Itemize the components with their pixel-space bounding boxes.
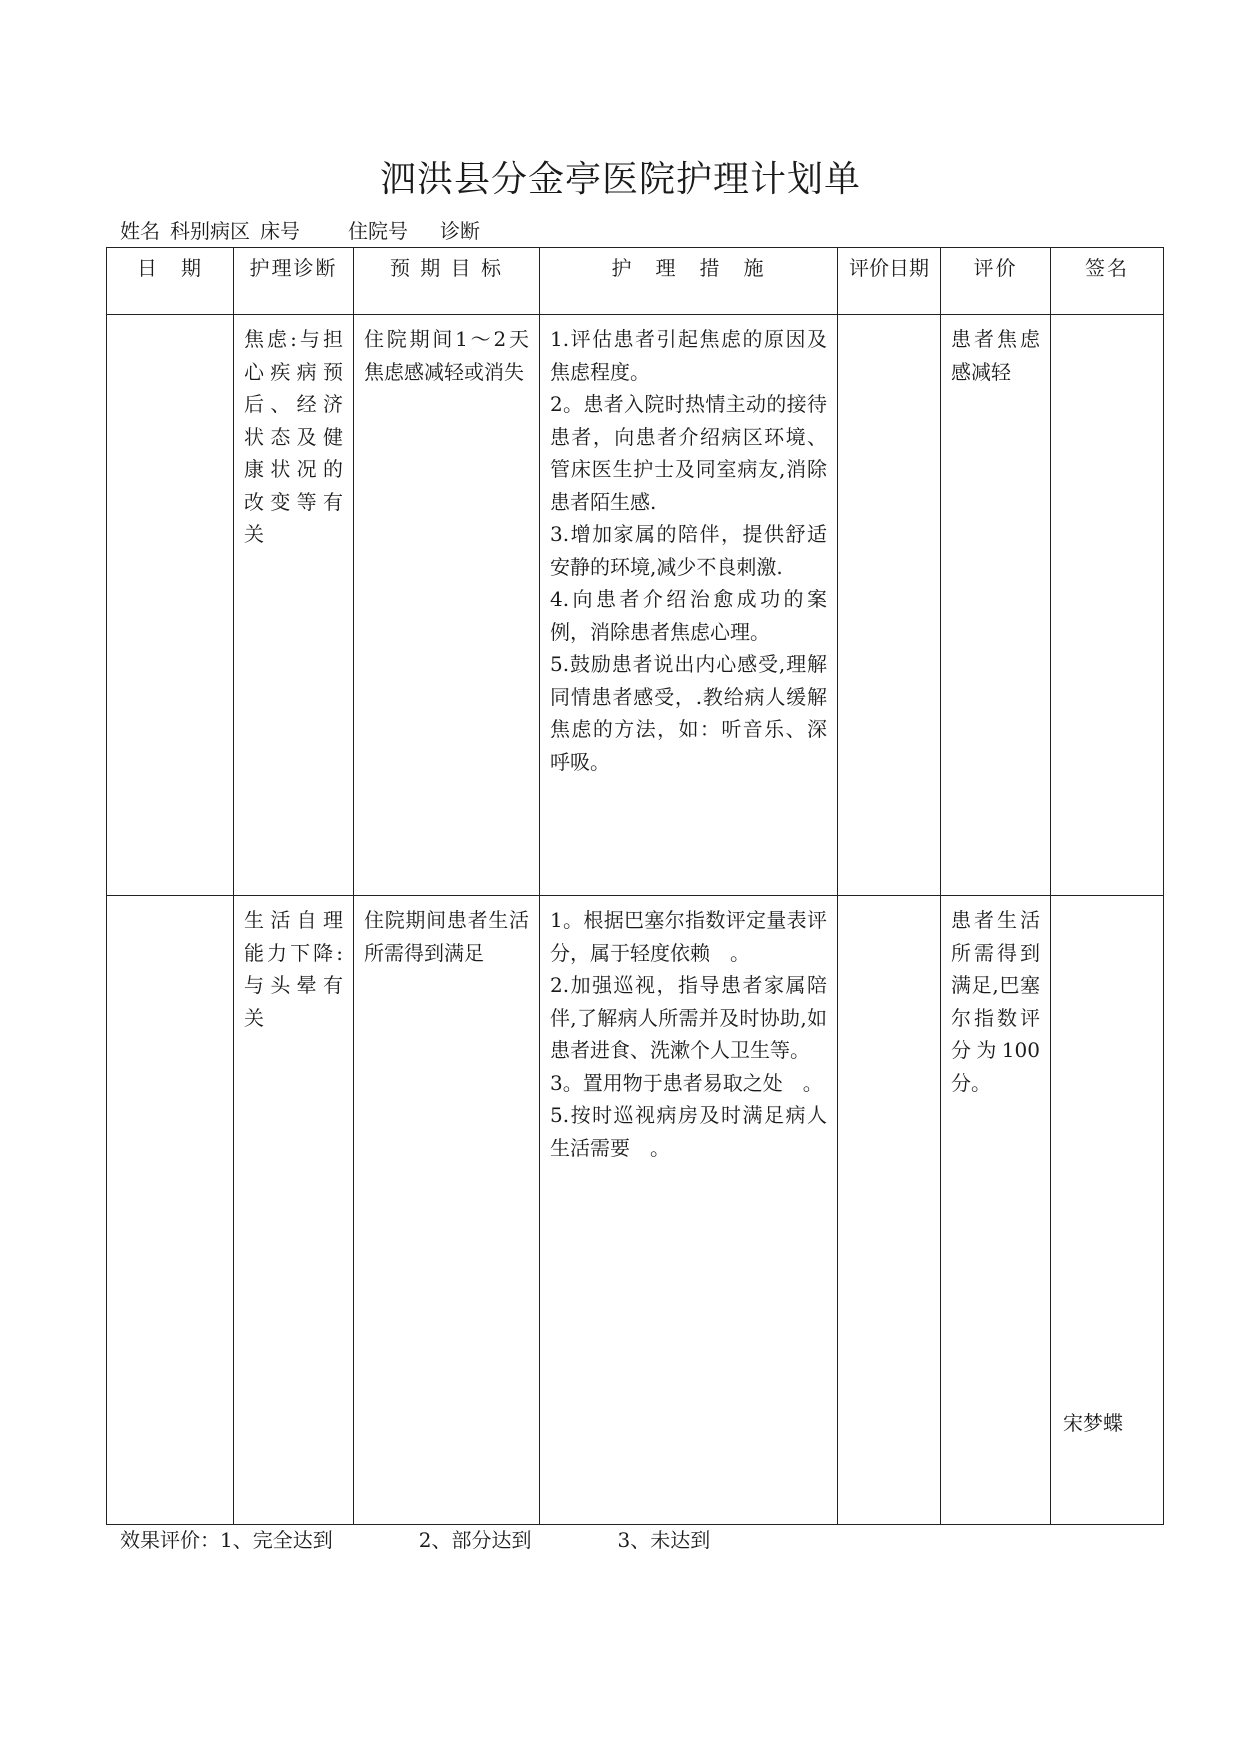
table-row bbox=[107, 896, 1164, 1525]
diagnosis-cell bbox=[234, 315, 354, 896]
legend-option-3: 3、未达到 bbox=[617, 1528, 711, 1552]
nursing-plan-table bbox=[106, 247, 1164, 1525]
goal-text: 住院期间1～2天焦虑感减轻或消失 bbox=[364, 327, 529, 384]
eval-date-cell bbox=[838, 896, 941, 1525]
measure-item: 1.评估患者引起焦虑的原因及焦虑程度。 bbox=[550, 327, 827, 384]
goal-cell bbox=[354, 315, 540, 896]
date-cell bbox=[107, 896, 234, 1525]
page-title: 泗洪县分金亭医院护理计划单 bbox=[379, 159, 861, 200]
admission-no-label: 住院号 bbox=[348, 219, 408, 243]
measure-item: 4.向患者介绍治愈成功的案例，消除患者焦虑心理。 bbox=[550, 587, 827, 644]
diagnosis-text: 焦虑:与担心疾病预后、经济状态及健康状况的改变等有关 bbox=[244, 327, 343, 546]
goal-text: 住院期间患者生活所需得到满足 bbox=[364, 908, 529, 965]
header-nursing-diagnosis: 护理诊断 bbox=[234, 248, 354, 315]
eval-date-cell bbox=[838, 315, 941, 896]
evaluation-legend bbox=[120, 1527, 710, 1553]
signature-cell bbox=[1051, 896, 1164, 1525]
header-signature: 签名 bbox=[1051, 248, 1164, 315]
header-expected-goal: 预 期 目 标 bbox=[354, 248, 540, 315]
legend-option-2: 2、部分达到 bbox=[418, 1528, 532, 1552]
measures-list bbox=[540, 896, 837, 1164]
evaluation-cell bbox=[941, 315, 1051, 896]
measure-item: 2。患者入院时热情主动的接待患者，向患者介绍病区环境、管床医生护士及同室病友,消除患者陌生感. bbox=[550, 392, 827, 514]
table-row bbox=[107, 315, 1164, 896]
signature-name: 宋梦蝶 bbox=[1063, 1411, 1123, 1435]
measure-item: 5.按时巡视病房及时满足病人生活需要 。 bbox=[550, 1103, 827, 1160]
measures-cell bbox=[540, 896, 838, 1525]
goal-cell bbox=[354, 896, 540, 1525]
measures-cell bbox=[540, 315, 838, 896]
measure-item: 1。根据巴塞尔指数评定量表评分，属于轻度依赖 。 bbox=[550, 908, 827, 965]
table-header-row bbox=[107, 248, 1164, 315]
dept-label: 科别病区 bbox=[170, 219, 250, 243]
name-label: 姓名 bbox=[120, 219, 160, 243]
legend-label: 效果评价： bbox=[120, 1528, 220, 1552]
header-evaluation: 评价 bbox=[941, 248, 1051, 315]
measure-item: 5.鼓励患者说出内心感受,理解同情患者感受，.教给病人缓解焦虑的方法，如：听音乐、深呼吸。 bbox=[550, 652, 827, 774]
header-date: 日 期 bbox=[107, 248, 234, 315]
measure-item: 2.加强巡视，指导患者家属陪伴,了解病人所需并及时协助,如患者进食、洗漱个人卫生等。 bbox=[550, 973, 827, 1062]
signature-cell bbox=[1051, 315, 1164, 896]
diagnosis-text: 生活自理能力下降:与头晕有关 bbox=[244, 908, 343, 1030]
diagnosis-cell bbox=[234, 896, 354, 1525]
header-eval-date: 评价日期 bbox=[838, 248, 941, 315]
evaluation-cell bbox=[941, 896, 1051, 1525]
header-nursing-measures: 护 理 措 施 bbox=[540, 248, 838, 315]
date-cell bbox=[107, 315, 234, 896]
patient-info-row bbox=[120, 218, 490, 244]
measure-item: 3.增加家属的陪伴，提供舒适安静的环境,减少不良刺激. bbox=[550, 522, 827, 579]
evaluation-text: 患者焦虑感减轻 bbox=[951, 327, 1040, 384]
bed-label: 床号 bbox=[260, 219, 300, 243]
legend-option-1: 1、完全达到 bbox=[220, 1528, 333, 1552]
diagnosis-label: 诊断 bbox=[440, 219, 480, 243]
measure-item: 3。置用物于患者易取之处 。 bbox=[550, 1070, 823, 1095]
evaluation-text: 患者生活所需得到满足,巴塞尔指数评分为100分。 bbox=[951, 908, 1040, 1095]
measures-list bbox=[540, 315, 837, 778]
